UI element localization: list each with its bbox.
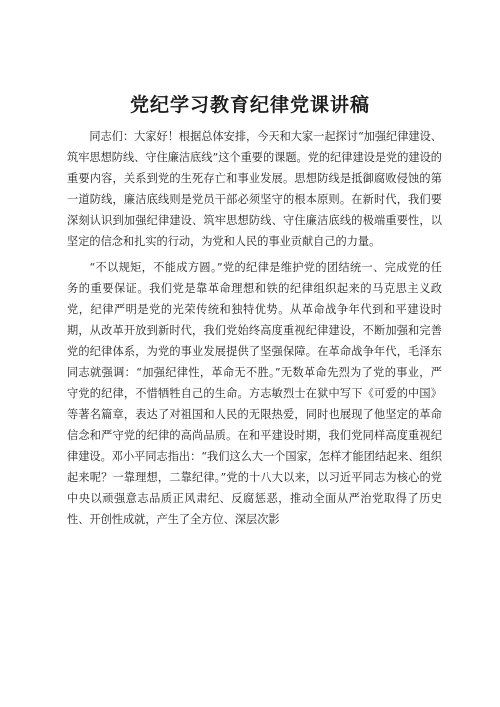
paragraph-1: 同志们：大家好！根据总体安排，今天和大家一起探讨“加强纪律建设、筑牢思想防线、守住廉洁底线”这个重要的课题。党的纪律建设是党的建设的重要内容，关系到党的生死存亡和事业发展。思想防线是抵御腐败侵蚀的第一道防线，廉洁底线则是党员干部必须坚守的根本原则。在新时代，我们要深刻认识到加强纪律建设、筑牢思想防线、守住廉洁底线的极端重要性，以坚定的信念和扎实的行动，为党和人民的事业贡献自己的力量。 (67, 130, 442, 248)
document-title: 党纪学习教育纪律党课讲稿 (129, 94, 370, 116)
paragraph-2: “不以规矩，不能成方圆。”党的纪律是维护党的团结统一、完成党的任务的重要保证。我们党是靠革命理想和铁的纪律组织起来的马克思主义政党，纪律严明是党的光荣传统和独特优势。从革命战争年代到和平建设时期，从改革开放到新时代，我们党始终高度重视纪律建设，不断加强和完善党的纪律体系，为党的事业发展提供了坚强保障。在革命战争年代，毛泽东同志就强调：“加强纪律性，革命无不胜。”无数革命先烈为了党的事业，严守党的纪律，不惜牺牲自己的生命。方志敏烈士在狱中写下《可爱的中国》等著名篇章，表达了对祖国和人民的无限热爱，同时也展现了他坚定的革命信念和严守党的纪律的高尚品质。在和平建设时期，我们党同样高度重视纪律建设。邓小平同志指出：“我们这么大一个国家，怎样才能团结起来、组织起来呢？一靠理想，二靠纪律。”党的十八大以来，以习近平同志为核心的党中央以顽强意志品质正风肃纪、反腐惩恶，推动全面从严治党取得了历史性、开创性成就，产生了全方位、深层次影 (67, 261, 442, 526)
document-body (67, 126, 442, 530)
